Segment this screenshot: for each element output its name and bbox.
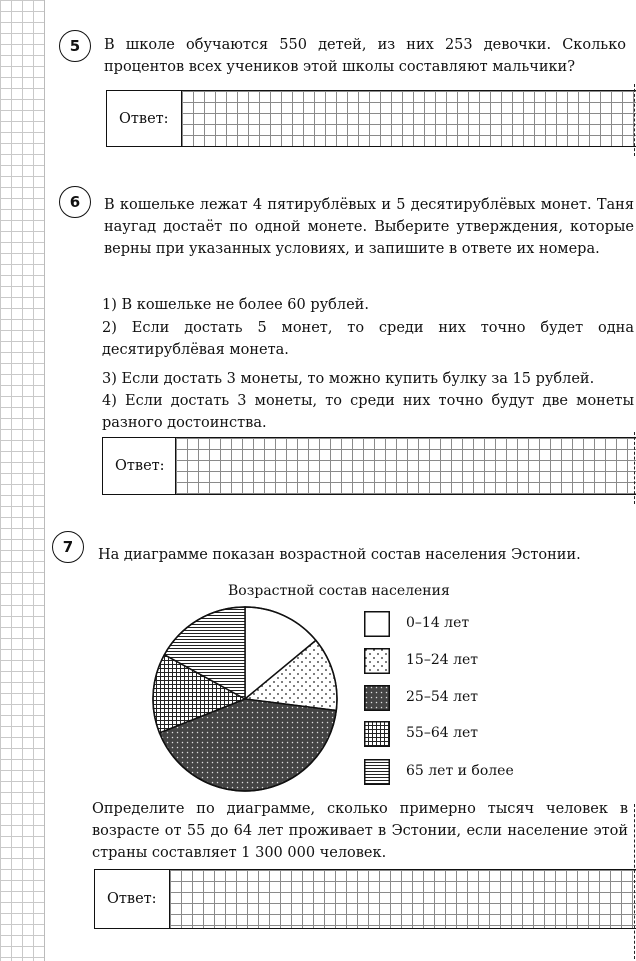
task-6-statement-3: 3) Если достать 3 монеты, то можно купить булку за 15 рублей.: [102, 371, 595, 387]
task-5-text: В школе обучаются 550 детей, из них 253 девочки. Сколько процентов всех учеников этой школы составляют мальчики?: [104, 37, 626, 75]
legend-label: 15–24 лет: [406, 652, 479, 668]
legend-swatch-grid: [364, 721, 390, 747]
pie-outline: [153, 607, 337, 791]
legend-swatch-lines: [364, 759, 390, 785]
task-6-statement-2: 2) Если достать 5 монет, то среди них точно будет одна десятирублёвая монета.: [102, 320, 634, 358]
legend-label: 25–54 лет: [406, 689, 479, 705]
legend-label: 0–14 лет: [406, 615, 470, 631]
pie-slice-0: [245, 607, 316, 699]
legend-label: 65 лет и более: [406, 763, 514, 779]
cut-line: [634, 432, 635, 504]
legend-swatch-dots: [364, 648, 390, 674]
task-6-statement-4: 4) Если достать 3 монеты, то среди них точно будут две монеты разного достоинства.: [102, 393, 634, 431]
legend-label: 55–64 лет: [406, 725, 479, 741]
task-7-number: 7: [52, 531, 84, 563]
cut-line: [634, 804, 635, 959]
task-6-text: В кошельке лежат 4 пятирублёвых и 5 десятирублёвых монет. Таня наугад достаёт по одной монете. Выберите утверждения, которые верны при указанных условиях, и запишите в ответе их номера.: [104, 197, 634, 257]
task-6-answer-box: [102, 437, 636, 495]
task-7-answer-field[interactable]: [169, 870, 636, 928]
task-5-answer-box: [106, 90, 636, 147]
answer-label: Ответ:: [119, 110, 169, 127]
task-6-number: 6: [59, 186, 91, 218]
margin-line: [44, 0, 45, 961]
task-7-intro: На диаграмме показан возрастной состав населения Эстонии.: [98, 547, 581, 563]
pie-slice-4: [164, 607, 245, 699]
pie-slice-2: [159, 699, 336, 791]
task-7-answer-box: [94, 869, 636, 929]
pie-slice-1: [245, 640, 337, 710]
task-5-number: 5: [59, 30, 91, 62]
task-6-answer-field[interactable]: [175, 438, 636, 494]
pie-slice-3: [153, 655, 245, 733]
chart-title: Возрастной состав населения: [228, 583, 450, 599]
cut-line: [634, 84, 635, 156]
answer-label: Ответ:: [115, 458, 165, 474]
legend-swatch-blank: [364, 611, 390, 637]
task-6-statement-1: 1) В кошельке не более 60 рублей.: [102, 297, 369, 313]
task-7-question: Определите по диаграмме, сколько примерно тысяч человек в возрасте от 55 до 64 лет проживает в Эстонии, если население этой страны составляет 1 300 000 человек.: [92, 801, 628, 861]
margin-grid: [0, 0, 44, 961]
legend-swatch-dark: [364, 685, 390, 711]
answer-label: Ответ:: [107, 891, 157, 907]
task-5-answer-field[interactable]: [181, 91, 636, 146]
